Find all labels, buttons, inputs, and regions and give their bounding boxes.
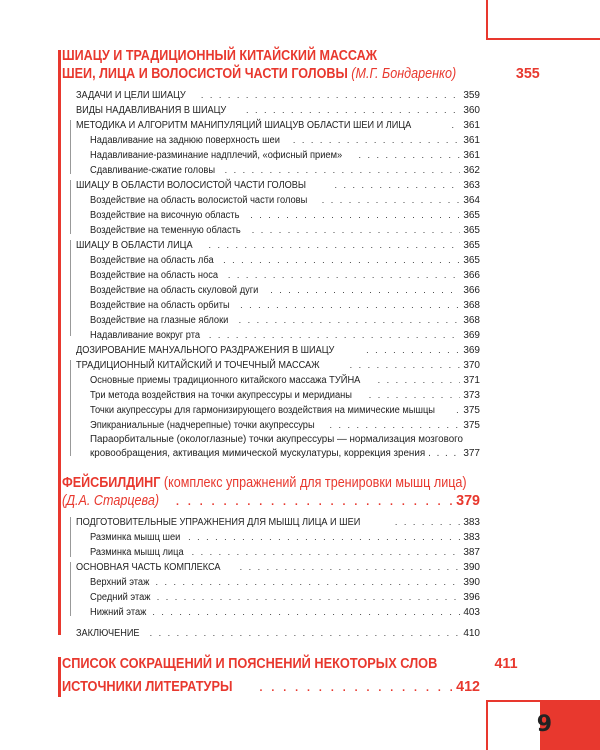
toc-subentry-multiline[interactable] <box>62 433 480 461</box>
toc-subentry[interactable]: Три метода воздействия на точки акупрессуры и меридианы . . . 373 <box>62 388 480 403</box>
toc-subentry[interactable]: Эпикраниальные (надчерепные) точки акупрессуры . . . 375 <box>62 418 480 433</box>
toc-entry[interactable]: ШИАЦУ В ОБЛАСТИ ЛИЦА . . . 365 <box>62 238 480 253</box>
multiline-row-2: кровообращения, активация мимической мускулатуры, коррекция зрения . . . 377 <box>90 447 480 461</box>
section-entries <box>62 88 480 461</box>
toc-group <box>62 560 480 620</box>
toc-section-facebuilding <box>62 475 480 641</box>
section-entries <box>62 515 480 641</box>
section-title-line2: ШЕИ, ЛИЦА И ВОЛОСИСТОЙ ЧАСТИ ГОЛОВЫ (М.Г. Бондаренко) <box>62 66 457 82</box>
section-bar <box>58 50 61 532</box>
toc-group <box>62 118 480 178</box>
section-title-row <box>62 492 480 510</box>
toc-entry[interactable]: ЗАДАЧИ И ЦЕЛИ ШИАЦУ . . . 359 <box>62 88 480 103</box>
toc-subentry[interactable]: Разминка мышц лица . . . 387 <box>62 545 480 560</box>
section-page: 379 <box>456 493 480 509</box>
section-title-line1: ФЕЙСБИЛДИНГ (комплекс упражнений для тренировки мышц лица) <box>62 475 467 491</box>
toc-entry[interactable]: ВИДЫ НАДАВЛИВАНИЯ В ШИАЦУ . . . 360 <box>62 103 480 118</box>
toc-subentry[interactable]: Сдавливание-сжатие головы . . . 362 <box>62 163 480 178</box>
section-author: (М.Г. Бондаренко) <box>351 66 457 82</box>
toc-entry[interactable]: ДОЗИРОВАНИЕ МАНУАЛЬНОГО РАЗДРАЖЕНИЯ В ШИАЦУ . . . 369 <box>62 343 480 358</box>
section-bar <box>58 657 61 697</box>
leader-dots <box>175 492 453 510</box>
toc-subentry[interactable]: Надавливание на заднюю поверхность шеи . . . 361 <box>62 133 480 148</box>
toc-subentry[interactable]: Воздействие на височную область . . . 365 <box>62 208 480 223</box>
toc-subentry[interactable]: Воздействие на теменную область . . . 365 <box>62 223 480 238</box>
section-page: 355 <box>515 66 540 82</box>
toc-section-shiatsu <box>62 48 540 461</box>
section-author: (Д.А. Старцева) <box>62 493 160 509</box>
toc-group <box>62 178 480 238</box>
toc-group <box>62 238 480 343</box>
section-title-line1: ШИАЦУ И ТРАДИЦИОННЫЙ КИТАЙСКИЙ МАССАЖ <box>62 48 378 64</box>
multiline-text-1: Параорбитальные (окологлазные) точки акупрессуры — нормализация мозгового <box>90 434 463 445</box>
toc-subentry[interactable]: Надавливание-разминание надплечий, «офисный прием» . . . 361 <box>62 148 480 163</box>
section-subtitle: (комплекс упражнений для тренировки мышц лица) <box>163 475 467 491</box>
toc-subentry[interactable]: Нижний этаж . . . 403 <box>62 605 480 620</box>
toc-entry[interactable]: ЗАКЛЮЧЕНИЕ . . . 410 <box>62 626 480 641</box>
toc-entry[interactable]: ТРАДИЦИОННЫЙ КИТАЙСКИЙ И ТОЧЕЧНЫЙ МАССАЖ . . . 370 <box>62 358 480 373</box>
section-title: ИСТОЧНИКИ ЛИТЕРАТУРЫ <box>62 679 233 695</box>
frame-line-top-horizontal <box>486 38 600 40</box>
toc-entry[interactable]: МЕТОДИКА И АЛГОРИТМ МАНИПУЛЯЦИЙ ШИАЦУВ ОБЛАСТИ ШЕИ И ЛИЦА . . . 361 <box>62 118 480 133</box>
toc-subentry[interactable]: Основные приемы традиционного китайского массажа ТУЙНА . . . 371 <box>62 373 480 388</box>
toc-subentry[interactable]: Точки акупрессуры для гармонизирующего воздействия на мимические мышцы . . . 375 <box>62 403 480 418</box>
section-title-row <box>62 65 540 83</box>
section-title-row[interactable] <box>62 678 480 696</box>
section-bar <box>58 477 61 635</box>
leader-dots <box>259 678 453 696</box>
toc-group <box>62 515 480 560</box>
table-of-contents <box>62 48 540 696</box>
toc-section-abbreviations <box>62 655 518 696</box>
toc-subentry[interactable]: Воздействие на глазные яблоки . . . 368 <box>62 313 480 328</box>
section-title: СПИСОК СОКРАЩЕНИЙ И ПОЯСНЕНИЙ НЕКОТОРЫХ СЛОВ <box>62 656 438 672</box>
toc-subentry[interactable]: Средний этаж . . . 396 <box>62 590 480 605</box>
toc-subentry[interactable]: Воздействие на область лба . . . 365 <box>62 253 480 268</box>
toc-group <box>62 358 480 461</box>
toc-subentry[interactable]: Воздействие на область носа . . . 366 <box>62 268 480 283</box>
group-bar <box>70 360 71 456</box>
toc-subentry[interactable]: Воздействие на область волосистой части головы . . . 364 <box>62 193 480 208</box>
toc-subentry[interactable]: Воздействие на область скуловой дуги . . . 366 <box>62 283 480 298</box>
toc-entry[interactable]: ШИАЦУ В ОБЛАСТИ ВОЛОСИСТОЙ ЧАСТИ ГОЛОВЫ . . . 363 <box>62 178 480 193</box>
toc-entry[interactable]: ОСНОВНАЯ ЧАСТЬ КОМПЛЕКСА . . . 390 <box>62 560 480 575</box>
toc-subentry[interactable]: Воздействие на область орбиты . . . 368 <box>62 298 480 313</box>
frame-line-top-vertical <box>486 0 488 40</box>
page-number: 9 <box>536 712 552 737</box>
toc-subentry[interactable]: Верхний этаж . . . 390 <box>62 575 480 590</box>
toc-entry[interactable]: ПОДГОТОВИТЕЛЬНЫЕ УПРАЖНЕНИЯ ДЛЯ МЫШЦ ЛИЦА И ШЕИ . . . 383 <box>62 515 480 530</box>
frame-line-bottom-vertical <box>486 700 488 750</box>
toc-subentry[interactable]: Разминка мышц шеи . . . 383 <box>62 530 480 545</box>
section-title-row[interactable] <box>62 655 518 673</box>
group-bar <box>70 240 71 336</box>
section-page: 411 <box>494 656 518 672</box>
toc-subentry[interactable]: Надавливание вокруг рта . . . 369 <box>62 328 480 343</box>
section-page: 412 <box>456 679 480 695</box>
